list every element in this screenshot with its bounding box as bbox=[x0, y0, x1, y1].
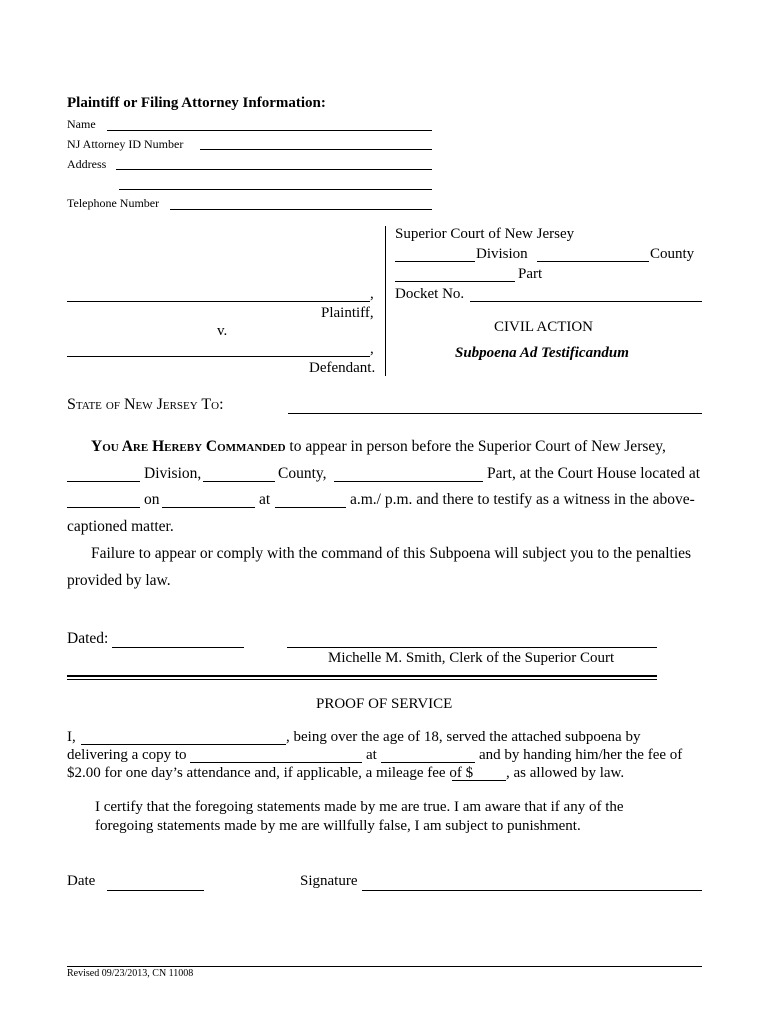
docket-label: Docket No. bbox=[395, 286, 465, 302]
commanded-label: You Are Hereby Commanded bbox=[91, 438, 286, 455]
court-name: Superior Court of New Jersey bbox=[395, 226, 575, 242]
clerk-name: Michelle M. Smith, Clerk of the Superior Court bbox=[328, 650, 615, 666]
proof-signature-field[interactable] bbox=[362, 890, 702, 891]
command-location-field[interactable] bbox=[67, 507, 140, 508]
plaintiff-comma: , bbox=[370, 286, 374, 302]
proof-fee-text: $2.00 for one day’s attendance and, if applicable, a mileage fee of $ bbox=[67, 765, 474, 781]
attorney-id-field[interactable] bbox=[200, 149, 432, 150]
command-line1-text: to appear in person before the Superior Court of New Jersey, bbox=[289, 438, 666, 455]
address-field-line2[interactable] bbox=[119, 189, 432, 190]
command-ampm-text: a.m./ p.m. and there to testify as a witness in the above- bbox=[350, 491, 695, 508]
footer-rule bbox=[67, 966, 702, 967]
proof-date-field[interactable] bbox=[107, 890, 204, 891]
state-to-label: State of New Jersey To: bbox=[67, 396, 224, 413]
certify-line2: foregoing statements made by me are willfully false, I am subject to punishment. bbox=[95, 818, 581, 834]
defendant-field[interactable] bbox=[67, 356, 370, 357]
dated-label: Dated: bbox=[67, 630, 109, 647]
division-label: Division bbox=[476, 246, 528, 262]
county-field[interactable] bbox=[537, 261, 649, 262]
certify-line1: I certify that the foregoing statements made by me are true. I am aware that if any of the bbox=[95, 799, 624, 815]
mileage-fee-field[interactable] bbox=[452, 780, 506, 781]
server-name-field[interactable] bbox=[81, 744, 286, 745]
proof-signature-label: Signature bbox=[300, 873, 358, 889]
failure-line1: Failure to appear or comply with the command of this Subpoena will subject you to the penalties bbox=[91, 545, 692, 562]
address-field-line1[interactable] bbox=[116, 169, 432, 170]
proof-delivering-label: delivering a copy to bbox=[67, 747, 187, 763]
defendant-comma: , bbox=[370, 341, 374, 357]
command-on-label: on bbox=[144, 491, 160, 508]
command-county-label: County, bbox=[278, 465, 327, 482]
proof-at-label: at bbox=[366, 747, 377, 763]
address-label: Address bbox=[67, 157, 107, 171]
section-divider bbox=[67, 675, 657, 680]
command-county-field[interactable] bbox=[203, 481, 275, 482]
clerk-signature-field[interactable] bbox=[287, 647, 657, 648]
caption-divider bbox=[385, 226, 386, 376]
attorney-heading: Plaintiff or Filing Attorney Information: bbox=[67, 95, 326, 111]
proof-being-over: , being over the age of 18, served the attached subpoena by bbox=[286, 729, 641, 745]
command-captioned-text: captioned matter. bbox=[67, 518, 174, 535]
command-part-field[interactable] bbox=[334, 481, 483, 482]
part-field[interactable] bbox=[395, 281, 515, 282]
proof-handing-text: and by handing him/her the fee of bbox=[479, 747, 683, 763]
subpoena-title: Subpoena Ad Testificandum bbox=[455, 345, 629, 361]
proof-heading: PROOF OF SERVICE bbox=[316, 696, 453, 712]
proof-i-label: I, bbox=[67, 729, 76, 745]
recipient-field[interactable] bbox=[288, 413, 702, 414]
part-label: Part bbox=[518, 266, 543, 282]
revision-note: Revised 09/23/2013, CN 11008 bbox=[67, 968, 194, 979]
name-label: Name bbox=[67, 117, 96, 131]
delivery-location-field[interactable] bbox=[381, 762, 475, 763]
attorney-id-label: NJ Attorney ID Number bbox=[67, 137, 184, 151]
name-field[interactable] bbox=[107, 130, 432, 131]
command-division-field[interactable] bbox=[67, 481, 140, 482]
proof-date-label: Date bbox=[67, 873, 96, 889]
docket-field[interactable] bbox=[470, 301, 702, 302]
plaintiff-field[interactable] bbox=[67, 301, 370, 302]
command-at-label: at bbox=[259, 491, 271, 508]
command-time-field[interactable] bbox=[275, 507, 346, 508]
defendant-label: Defendant. bbox=[309, 360, 376, 376]
telephone-label: Telephone Number bbox=[67, 196, 160, 210]
telephone-field[interactable] bbox=[170, 209, 432, 210]
command-division-label: Division, bbox=[144, 465, 202, 482]
proof-fee-end: , as allowed by law. bbox=[506, 765, 625, 781]
plaintiff-label: Plaintiff, bbox=[321, 305, 374, 321]
delivered-to-field[interactable] bbox=[190, 762, 362, 763]
command-part-label: Part, at the Court House located at bbox=[487, 465, 701, 482]
division-field[interactable] bbox=[395, 261, 475, 262]
dated-field[interactable] bbox=[112, 647, 244, 648]
command-date-field[interactable] bbox=[162, 507, 255, 508]
county-label: County bbox=[650, 246, 695, 262]
civil-action-label: CIVIL ACTION bbox=[494, 319, 594, 335]
command-line1 bbox=[91, 438, 666, 456]
failure-line2: provided by law. bbox=[67, 572, 171, 589]
versus-label: v. bbox=[217, 323, 228, 339]
